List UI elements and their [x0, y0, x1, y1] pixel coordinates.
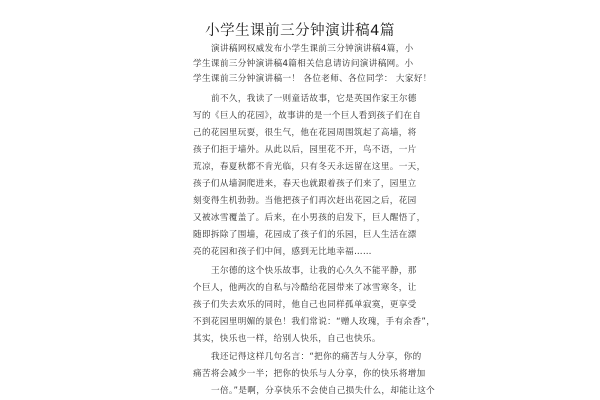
paragraph-line: 孩子们从墙洞爬进来，春天也就跟着孩子们来了，园里立 — [193, 179, 417, 189]
paragraph-line: 己的花园里玩耍，很生气，他在花园周围筑起了高墙，将 — [193, 128, 417, 138]
paragraph-line: 一倍。”是啊，分享快乐不会使自己损失什么，却能让这个 — [211, 386, 436, 396]
paragraph-line: 前不久，我读了一则童话故事，它是英国作家王尔德 — [211, 94, 417, 104]
paragraph-line: 亮的花园和孩子们中间，感到无比地幸福…… — [193, 247, 372, 257]
paragraph-line: 孩子们拒于墙外。从此以后，园里花不开，鸟不语，一片 — [193, 145, 417, 155]
paragraph-line: 演讲稿网权威发布小学生课前三分钟演讲稿4篇，小 — [211, 44, 414, 54]
paragraph-line: 不到花园里明媚的景色！我们常说：“赠人玫瑰，手有余香”， — [193, 317, 436, 327]
paragraph-line: 学生课前三分钟演讲稿一！ 各位老师、各位同学： 大家好！ — [193, 74, 432, 84]
paragraph-line: 荒凉，春夏秋都不肯光临，只有冬天永远留在这里。一天， — [193, 162, 426, 172]
paragraph-line: 学生课前三分钟演讲稿4篇相关信息请访问演讲稿网。小 — [193, 59, 414, 69]
paragraph-line: 其实，快乐也一样，给别人快乐，自己也快乐。 — [193, 334, 381, 344]
paragraph-line: 写的《巨人的花园》，故事讲的是一个巨人看到孩子们在自 — [193, 111, 422, 121]
paragraph-line: 刻变得生机勃勃。当他把孩子们再次赶出花园之后，花园 — [193, 196, 417, 206]
paragraph-line: 我还记得这样几句名言：“把你的痛苦与人分享，你的 — [211, 352, 422, 362]
paragraph-line: 个巨人，他两次的自私与冷酷给花园带来了冰雪寒冬，让 — [193, 283, 417, 293]
paragraph-line: 随即拆除了围墙，花园成了孩子们的乐园，巨人生活在漂 — [193, 230, 417, 240]
paragraph-line: 孩子们失去欢乐的同时，他自己也同样孤单寂寞，更享受 — [193, 300, 417, 310]
paragraph-line: 痛苦将会减少一半；把你的快乐与人分享，你的快乐将增加 — [193, 369, 426, 379]
paragraph-line: 王尔德的这个快乐故事，让我的心久久不能平静，那 — [211, 266, 417, 276]
paragraph-line: 又被冰雪覆盖了。后来，在小男孩的启发下，巨人醒悟了， — [193, 213, 426, 223]
page-title: 小学生课前三分钟演讲稿4篇 — [205, 23, 395, 39]
